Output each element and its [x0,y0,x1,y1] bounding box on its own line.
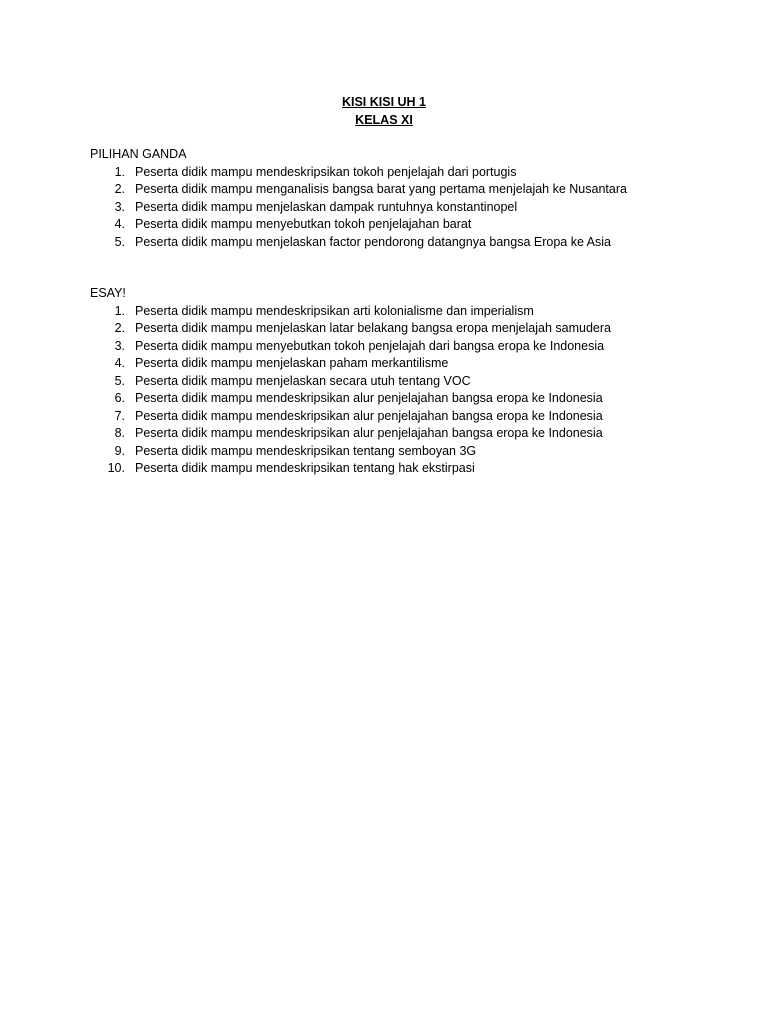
item-number: 8. [114,426,125,440]
item-number: 10. [107,461,125,475]
list-item [90,338,730,356]
item-number: 2. [114,321,125,335]
list-item [90,216,730,234]
item-number: 1. [114,303,125,318]
document-subtitle: KELAS XI [355,113,413,127]
pilihan-ganda-section [90,146,730,251]
pilihan-ganda-list [90,164,730,252]
item-text: Peserta didik mampu mendeskripsikan tentang semboyan 3G [135,443,477,458]
item-number: 6. [114,391,125,405]
list-item [90,303,730,321]
item-text: Peserta didik mampu mendeskripsikan alur penjelajahan bangsa eropa ke Indonesia [135,408,603,423]
list-item [90,320,730,338]
item-text: Peserta didik mampu menjelaskan factor pendorong datangnya bangsa Eropa ke Asia [135,234,611,249]
item-text: Peserta didik mampu menjelaskan dampak runtuhnya konstantinopel [135,199,518,214]
list-item [90,408,730,426]
list-item [90,199,730,217]
list-item [90,390,730,408]
item-number: 7. [114,408,125,423]
item-text: Peserta didik mampu menjelaskan latar belakang bangsa eropa menjelajah samudera [135,321,611,335]
list-item [90,181,730,199]
item-text: Peserta didik mampu mendeskripsikan alur penjelajahan bangsa eropa ke Indonesia [135,426,603,440]
item-number: 2. [114,182,125,196]
item-number: 5. [114,234,125,249]
section-heading: ESAY! [90,286,126,300]
item-number: 5. [114,373,125,388]
section-heading: PILIHAN GANDA [90,147,187,161]
item-text: Peserta didik mampu mendeskripsikan tokoh penjelajah dari portugis [135,164,517,179]
item-text: Peserta didik mampu menyebutkan tokoh penjelajah dari bangsa eropa ke Indonesia [135,338,605,353]
item-text: Peserta didik mampu mendeskripsikan tentang hak ekstirpasi [135,461,475,475]
list-item [90,234,730,252]
list-item [90,164,730,182]
item-number: 3. [114,199,125,214]
item-text: Peserta didik mampu mendeskripsikan alur penjelajahan bangsa eropa ke Indonesia [135,391,603,405]
list-item [90,460,730,478]
esay-section [90,285,730,478]
item-number: 4. [114,356,125,370]
list-item [90,425,730,443]
list-item [90,355,730,373]
item-text: Peserta didik mampu menganalisis bangsa barat yang pertama menjelajah ke Nusantara [135,182,627,196]
list-item [90,373,730,391]
item-number: 1. [114,164,125,179]
esay-list [90,303,730,478]
item-text: Peserta didik mampu mendeskripsikan arti kolonialisme dan imperialism [135,303,534,318]
item-text: Peserta didik mampu menjelaskan secara utuh tentang VOC [135,373,471,388]
list-item [90,443,730,461]
item-number: 9. [114,443,125,458]
item-text: Peserta didik mampu menjelaskan paham merkantilisme [135,356,449,370]
item-text: Peserta didik mampu menyebutkan tokoh penjelajahan barat [135,217,472,231]
item-number: 4. [114,217,125,231]
document-title: KISI KISI UH 1 [341,95,427,109]
item-number: 3. [114,338,125,353]
